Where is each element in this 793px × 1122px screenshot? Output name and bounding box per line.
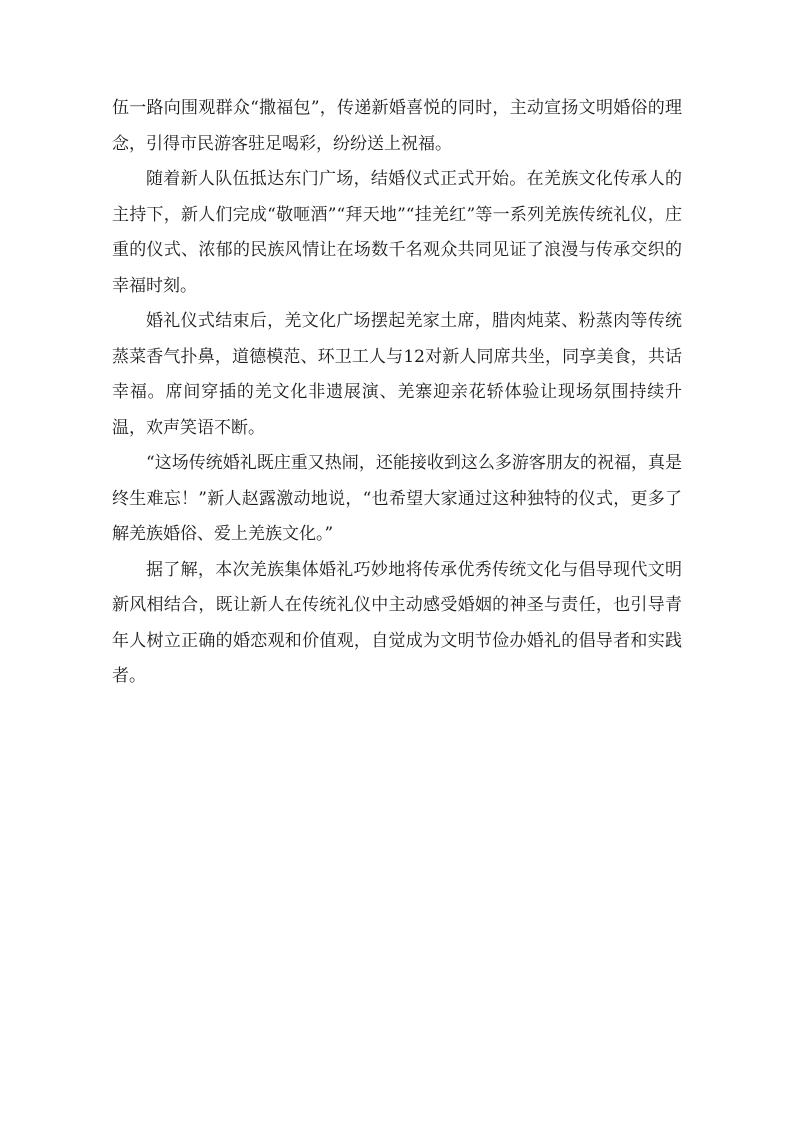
- paragraph-ceremony: 随着新人队伍抵达东门广场，结婚仪式正式开始。在羌族文化传承人的主持下，新人们完成“敬咂酒”“拜天地”“挂羌红”等一系列羌族传统礼仪，庄重的仪式、浓郁的民族风情让在场数千名观众共同见证了浪漫与传承交织的幸福时刻。: [112, 169, 682, 296]
- paragraph-banquet: 婚礼仪式结束后，羌文化广场摆起羌家土席，腊肉炖菜、粉蒸肉等传统蒸菜香气扑鼻，道德模范、环卫工人与12对新人同席共坐，同享美食，共话幸福。席间穿插的羌文化非遗展演、羌寨迎亲花轿体验让现场氛围持续升温，欢声笑语不断。: [112, 311, 682, 438]
- paragraph-summary: 据了解，本次羌族集体婚礼巧妙地将传承优秀传统文化与倡导现代文明新风相结合，既让新人在传统礼仪中主动感受婚姻的神圣与责任，也引导青年人树立正确的婚恋观和价值观，自觉成为文明节俭办婚礼的倡导者和实践者。: [112, 559, 682, 686]
- paragraph-quote: “这场传统婚礼既庄重又热闹，还能接收到这么多游客朋友的祝福，真是终生难忘！”新人赵露激动地说，“也希望大家通过这种独特的仪式，更多了解羌族婚俗、爱上羌族文化。”: [112, 453, 682, 544]
- paragraph-continuation: 伍一路向围观群众“撒福包”，传递新婚喜悦的同时，主动宣扬文明婚俗的理念，引得市民游客驻足喝彩，纷纷送上祝福。: [112, 98, 682, 154]
- article-body: [112, 91, 682, 695]
